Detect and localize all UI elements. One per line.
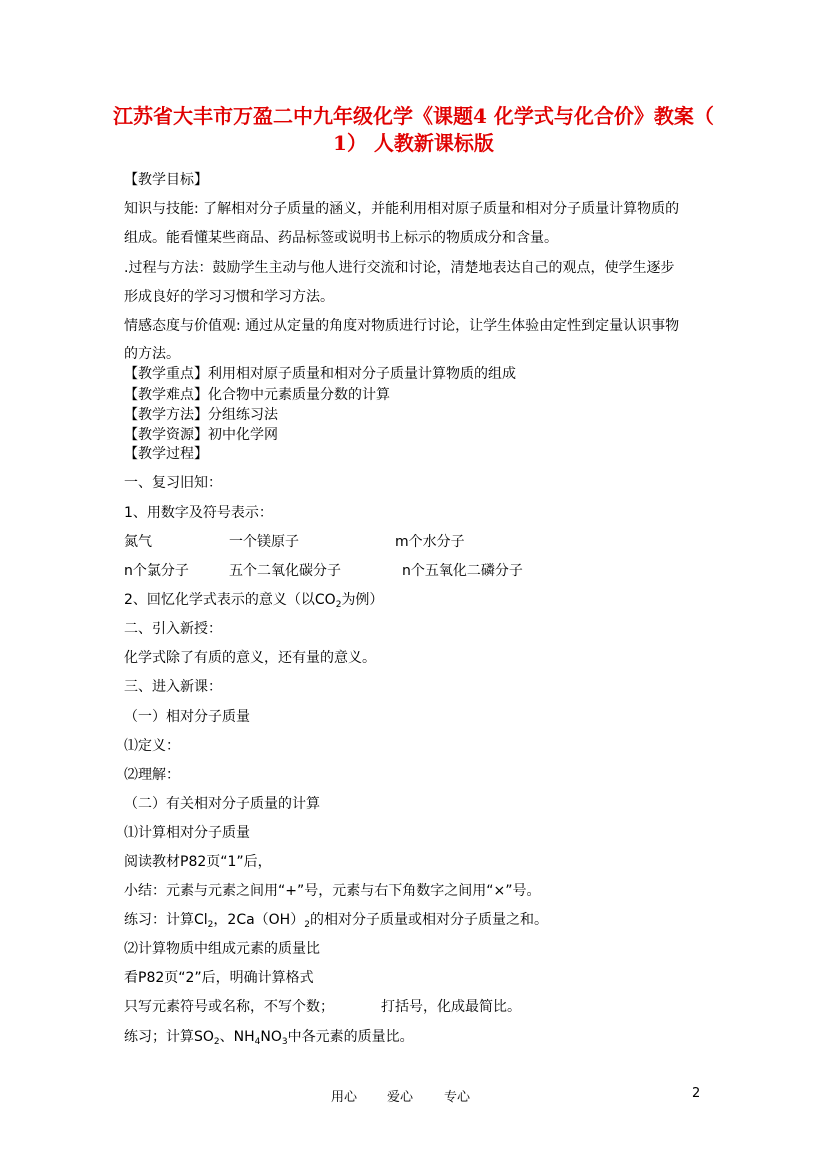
understanding: ⑵理解： <box>124 767 180 783</box>
knowledge-line1: 知识与技能: 了解相对分子质量的涵义，并能利用相对原子质量和相对分子质量计算物质的 <box>124 201 680 217</box>
item1: 1、用数字及符号表示： <box>124 505 273 521</box>
row1-cell2: 一个镁原子 <box>229 534 299 550</box>
part2-heading: （二）有关相对分子质量的计算 <box>124 796 320 812</box>
row1-cell3: m个水分子 <box>395 534 465 550</box>
document-title-line1: 江苏省大丰市万盈二中九年级化学《课题4 化学式与化合价》教案（ <box>113 104 714 128</box>
document-title-line2: 1） 人教新课标版 <box>333 131 494 155</box>
emotion-line2: 的方法。 <box>124 346 180 362</box>
note-part-b: 打括号，化成最简比。 <box>381 999 521 1015</box>
item2 <box>124 591 383 614</box>
ex2-text-c: NO <box>260 1029 282 1045</box>
exercise1 <box>124 911 548 934</box>
key-point: 【教学重点】利用相对原子质量和相对分子质量计算物质的组成 <box>124 366 516 382</box>
ex2-text-a: 练习；计算SO <box>124 1029 214 1045</box>
row1-cell1: 氮气 <box>124 534 152 550</box>
footer-word-2: 爱心 <box>387 1090 414 1105</box>
ex2-sub2: 4 <box>254 1037 261 1047</box>
new-lesson-heading: 三、进入新课： <box>124 679 222 695</box>
read-text: 阅读教材P82页“1”后， <box>124 854 272 870</box>
footer-word-1: 用心 <box>331 1090 358 1105</box>
row2-cell2: 五个二氧化碳分子 <box>229 563 341 579</box>
review-heading: 一、复习旧知： <box>124 475 222 491</box>
ex1-sub1: 2 <box>207 920 214 930</box>
process-heading: 【教学过程】 <box>124 446 208 462</box>
row2-cell3: n个五氧化二磷分子 <box>402 563 523 579</box>
process-line1: .过程与方法：鼓励学生主动与他人进行交流和讨论，清楚地表达自己的观点，使学生逐步 <box>124 260 675 276</box>
item2-text-b: 为例） <box>341 592 384 608</box>
calc2: ⑵计算物质中组成元素的质量比 <box>124 941 320 957</box>
page-number: 2 <box>692 1086 701 1101</box>
summary: 小结：元素与元素之间用“+”号，元素与右下角数字之间用“×”号。 <box>124 883 541 899</box>
ex2-text-b: 、NH <box>219 1029 255 1045</box>
process-line2: 形成良好的学习习惯和学习方法。 <box>124 289 334 305</box>
footer-word-3: 专心 <box>444 1090 471 1105</box>
item2-text-a: 2、回忆化学式表示的意义（以CO <box>124 592 336 608</box>
ex2-sub1: 2 <box>213 1037 220 1047</box>
difficulty: 【教学难点】化合物中元素质量分数的计算 <box>124 387 390 403</box>
item2-subscript: 2 <box>335 600 342 610</box>
see-text: 看P82页“2”后，明确计算格式 <box>124 970 314 986</box>
intro-heading: 二、引入新授： <box>124 621 222 637</box>
definition: ⑴定义： <box>124 738 180 754</box>
part1-heading: （一）相对分子质量 <box>124 709 250 725</box>
goals-heading: 【教学目标】 <box>124 172 208 188</box>
ex1-text-b: ，2Ca（OH） <box>213 912 305 928</box>
ex1-text-a: 练习：计算Cl <box>124 912 208 928</box>
knowledge-line2: 组成。能看懂某些商品、药品标签或说明书上标示的物质成分和含量。 <box>124 230 558 246</box>
intro-text: 化学式除了有质的意义，还有量的意义。 <box>124 650 376 666</box>
ex2-text-d: 中各元素的质量比。 <box>287 1029 414 1045</box>
emotion-line1: 情感态度与价值观: 通过从定量的角度对物质进行讨论，让学生体验由定性到定量认识事物 <box>124 318 680 334</box>
method: 【教学方法】分组练习法 <box>124 407 278 423</box>
ex2-sub3: 3 <box>281 1037 288 1047</box>
ex1-sub2: 2 <box>304 920 310 930</box>
resource: 【教学资源】初中化学网 <box>124 427 278 443</box>
ex1-text-c: 的相对分子质量或相对分子质量之和。 <box>309 912 548 928</box>
note-part-a: 只写元素符号或名称，不写个数； <box>124 999 334 1015</box>
exercise2 <box>124 1028 414 1051</box>
calc1: ⑴计算相对分子质量 <box>124 825 250 841</box>
row2-cell1: n个氯分子 <box>124 563 189 579</box>
